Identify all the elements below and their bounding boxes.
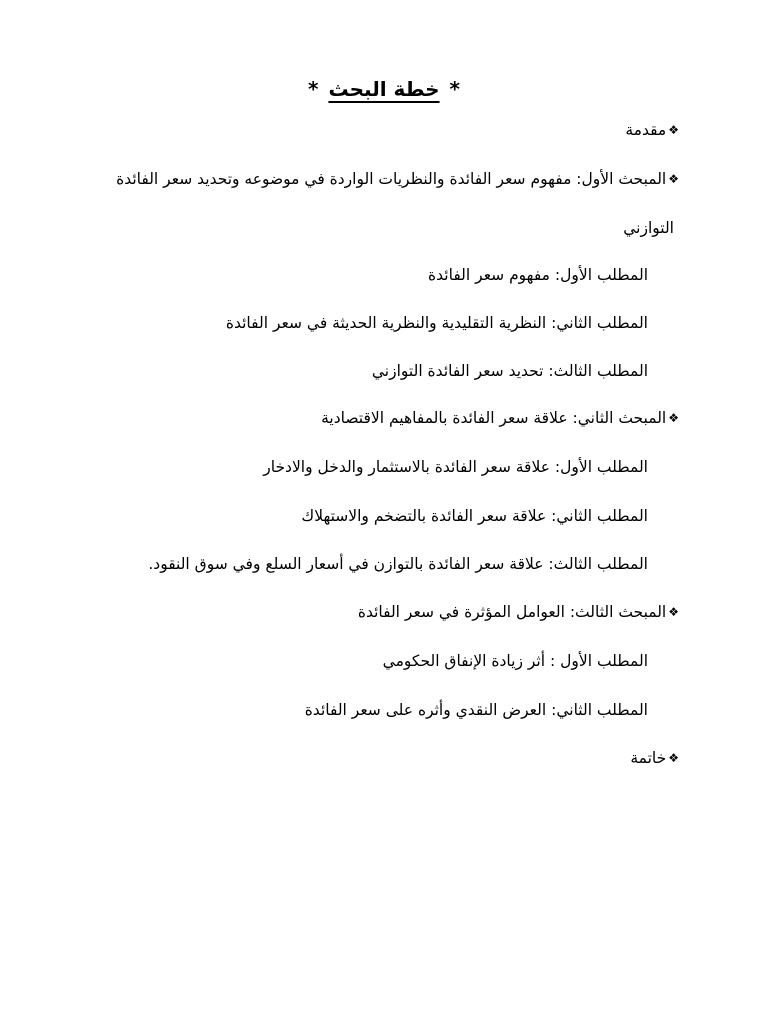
section-2-label: المبحث الثاني: علاقة سعر الفائدة بالمفاهيم الاقتصادية xyxy=(321,409,667,427)
conclusion-item xyxy=(630,746,679,770)
section-3-sub-2: المطلب الثاني: العرض النقدي وأثره على سعر الفائدة xyxy=(304,701,648,719)
section-1-heading xyxy=(116,167,679,191)
section-3-label: المبحث الثالث: العوامل المؤثرة في سعر الفائدة xyxy=(357,603,667,621)
diamond-bullet-icon: ❖ xyxy=(668,605,679,619)
section-1-label: المبحث الأول: مفهوم سعر الفائدة والنظريات الواردة في موضوعه وتحديد سعر الفائدة xyxy=(116,170,667,188)
section-3-sub-1: المطلب الأول : أثر زيادة الإنفاق الحكومي xyxy=(382,652,648,670)
intro-label: مقدمة xyxy=(625,121,667,139)
section-2-sub-2: المطلب الثاني: علاقة سعر الفائدة بالتضخم والاستهلاك xyxy=(301,507,648,525)
diamond-bullet-icon: ❖ xyxy=(668,172,679,186)
section-1-heading-continued: التوازني xyxy=(623,219,674,237)
title-text: خطة البحث xyxy=(328,77,440,101)
section-1-sub-3: المطلب الثالث: تحديد سعر الفائدة التوازني xyxy=(371,362,648,380)
section-2-sub-1: المطلب الأول: علاقة سعر الفائدة بالاستثمار والدخل والادخار xyxy=(263,458,648,476)
section-3-heading xyxy=(358,600,679,624)
intro-item xyxy=(625,118,679,142)
section-2-sub-3: المطلب الثالث: علاقة سعر الفائدة بالتوازن في أسعار السلع وفي سوق النقود. xyxy=(148,555,648,573)
diamond-bullet-icon: ❖ xyxy=(668,123,679,137)
section-2-heading xyxy=(321,406,679,430)
diamond-bullet-icon: ❖ xyxy=(668,411,679,425)
title-star-left: * xyxy=(307,77,319,101)
page-title xyxy=(0,74,768,104)
section-1-sub-2: المطلب الثاني: النظرية التقليدية والنظرية الحديثة في سعر الفائدة xyxy=(225,314,648,332)
conclusion-label: خاتمة xyxy=(630,749,667,767)
section-1-sub-1: المطلب الأول: مفهوم سعر الفائدة xyxy=(428,266,648,284)
title-star-right: * xyxy=(449,77,461,101)
diamond-bullet-icon: ❖ xyxy=(668,751,679,765)
